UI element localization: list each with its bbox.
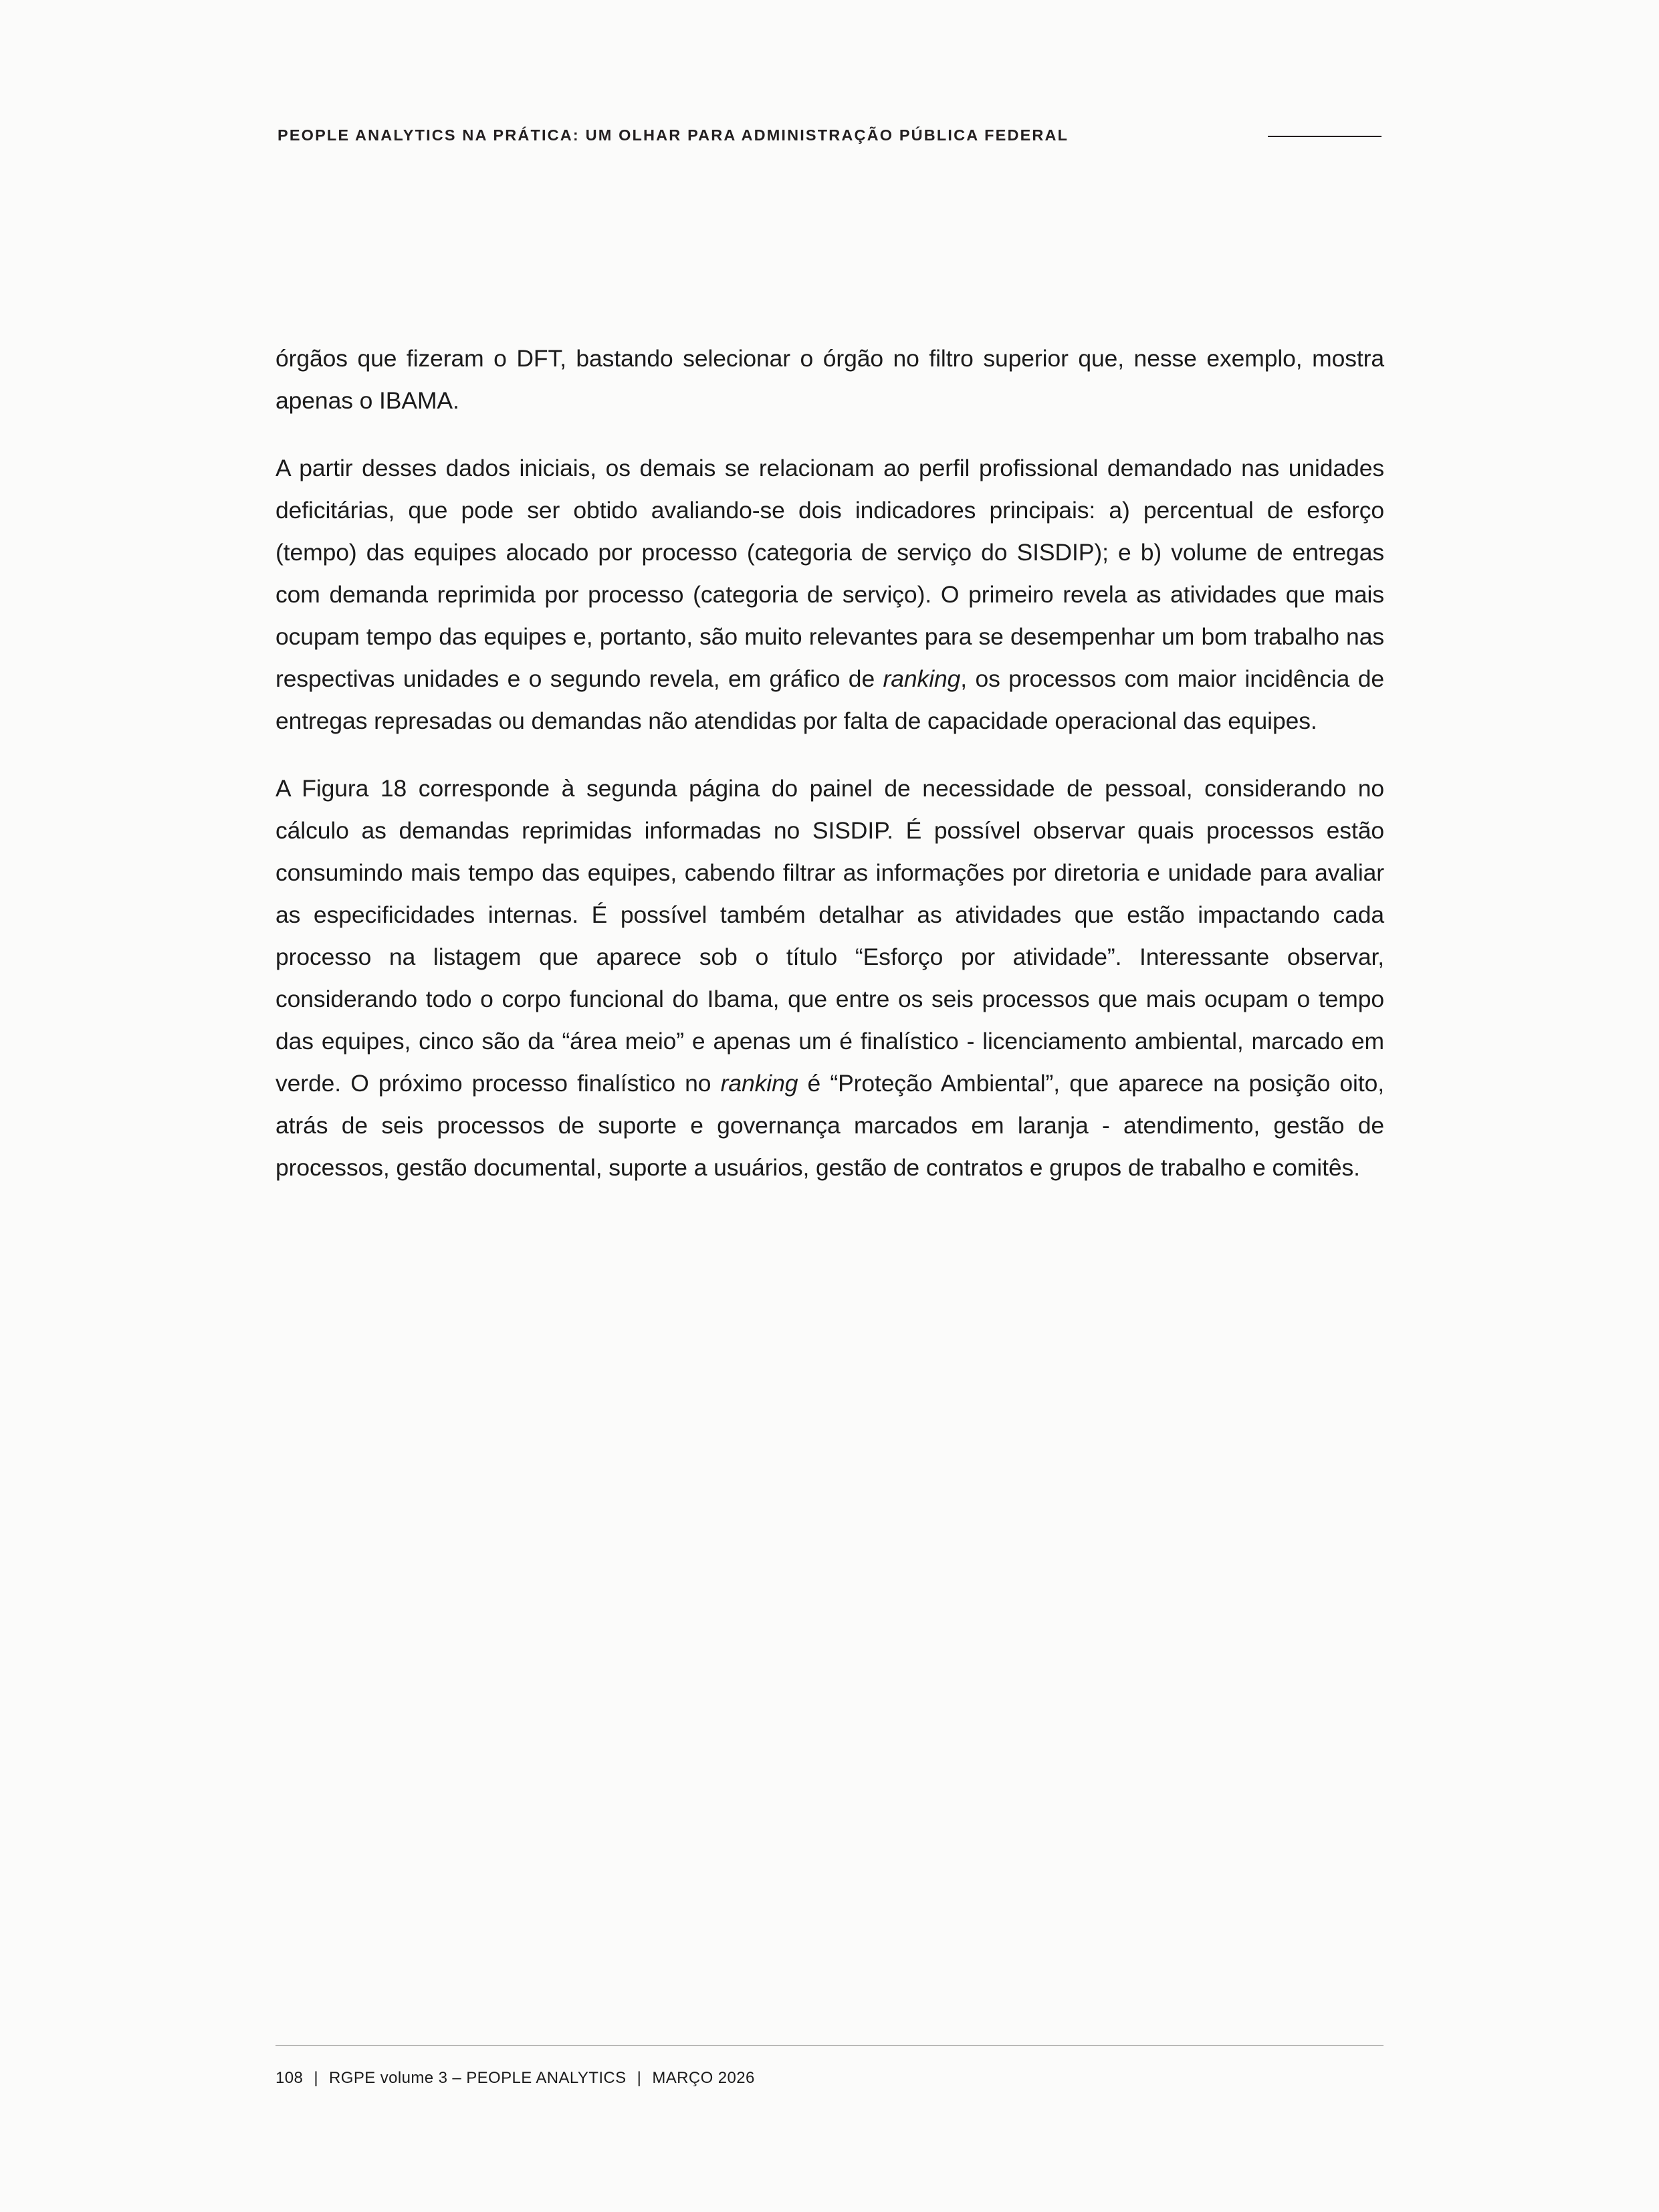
footer-separator-1: | bbox=[314, 2069, 318, 2087]
paragraph-3: A Figura 18 corresponde à segunda página do painel de necessidade de pessoal, considerando no cálculo as demandas reprimidas informadas no SISDIP. É possível observar quais processos estão consumindo mais tempo das equipes, cabendo filtrar as informações por diretoria e unidade para avaliar as especificidades internas. É possível também detalhar as atividades que estão impactando cada processo na listagem que aparece sob o título “Esforço por atividade”. Interessante observar, considerando todo o corpo funcional do Ibama, que entre os seis processos que mais ocupam o tempo das equipes, cinco são da “área meio” e apenas um é finalístico - licenciamento ambiental, marcado em verde. O próximo processo finalístico no ranking é “Proteção Ambiental”, que aparece na posição oito, atrás de seis processos de suporte e governança marcados em laranja - atendimento, gestão de processos, gestão documental, suporte a usuários, gestão de contratos e grupos de trabalho e comitês. bbox=[275, 775, 1384, 1181]
running-head-title: PEOPLE ANALYTICS NA PRÁTICA: UM OLHAR PARA ADMINISTRAÇÃO PÚBLICA FEDERAL bbox=[278, 126, 1069, 144]
footer-divider bbox=[275, 2045, 1384, 2046]
running-head bbox=[278, 122, 1381, 148]
paragraph-2: A partir desses dados iniciais, os demais se relacionam ao perfil profissional demandado nas unidades deficitárias, que pode ser obtido avaliando-se dois indicadores principais: a) percentual de esforço (tempo) das equipes alocado por processo (categoria de serviço do SISDIP); e b) volume de entregas com demanda reprimida por processo (categoria de serviço). O primeiro revela as atividades que mais ocupam tempo das equipes e, portanto, são muito relevantes para se desempenhar um bom trabalho nas respectivas unidades e o segundo revela, em gráfico de ranking, os processos com maior incidência de entregas represadas ou demandas não atendidas por falta de capacidade operacional das equipes. bbox=[275, 455, 1384, 734]
page-footer bbox=[275, 2069, 755, 2088]
paragraph-1: órgãos que fizeram o DFT, bastando selecionar o órgão no filtro superior que, nesse exemplo, mostra apenas o IBAMA. bbox=[275, 345, 1384, 414]
running-head-rule bbox=[1268, 136, 1381, 137]
footer-publication: RGPE volume 3 – PEOPLE ANALYTICS bbox=[329, 2069, 627, 2087]
footer-separator-2: | bbox=[637, 2069, 642, 2087]
footer-page-number: 108 bbox=[275, 2069, 304, 2087]
footer-issue-date: MARÇO 2026 bbox=[652, 2069, 755, 2087]
emphasis-text: ranking bbox=[720, 1070, 798, 1097]
body-content bbox=[275, 338, 1384, 1189]
emphasis-text: ranking bbox=[883, 665, 961, 692]
